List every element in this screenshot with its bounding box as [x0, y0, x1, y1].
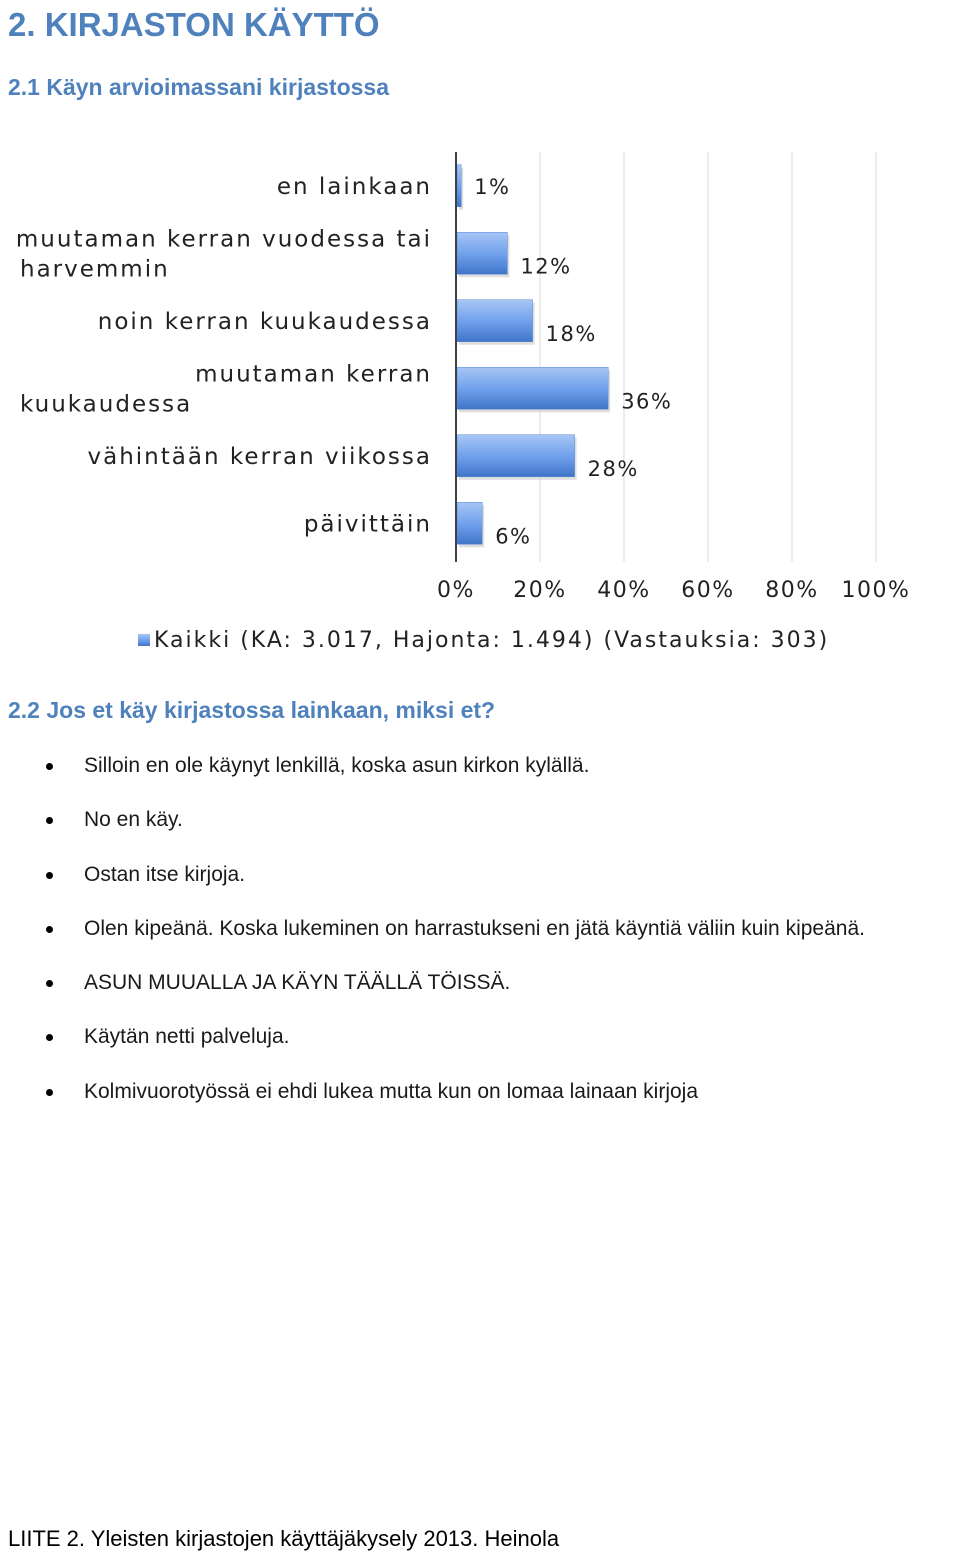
bullet-icon [46, 980, 53, 987]
list-item-text: No en käy. [84, 808, 183, 832]
category-label: muutaman kerran vuodessa tai [15, 226, 432, 253]
list-item [0, 1076, 865, 1130]
section-title-2-1: 2.1 Käyn arvioimassani kirjastossa [8, 74, 389, 100]
list-item-text: Silloin en ole käynyt lenkillä, koska asun kirkon kylällä. [84, 754, 590, 777]
category-label: kuukaudessa [20, 391, 193, 418]
x-tick-label: 20% [513, 578, 567, 603]
frequency-bar-chart [0, 140, 960, 670]
list-item-text: Olen kipeänä. Koska lukeminen on harrastukseni en jätä käyntiä väliin kuin kipeänä. [84, 916, 865, 940]
bullet-icon [46, 872, 53, 879]
bar [457, 367, 608, 409]
x-tick-label: 100% [841, 578, 911, 603]
bullet-icon [46, 1089, 53, 1096]
category-label: noin kerran kuukaudessa [97, 308, 432, 335]
x-tick-label: 40% [597, 578, 651, 603]
list-item [0, 804, 865, 858]
x-tick-label: 0% [437, 578, 475, 603]
legend-label: Kaikki (KA: 3.017, Hajonta: 1.494) (Vastauksia: 303) [154, 628, 830, 653]
list-item-text: Kolmivuorotyössä ei ehdi lukea mutta kun on lomaa lainaan kirjoja [84, 1079, 699, 1103]
list-item-text: Käytän netti palveluja. [84, 1025, 290, 1049]
bar-value-label: 6% [495, 524, 532, 549]
bar [457, 232, 507, 274]
page-footer: LIITE 2. Yleisten kirjastojen käyttäjäkysely 2013. Heinola [8, 1526, 560, 1551]
list-item [0, 913, 865, 967]
x-tick-label: 60% [681, 578, 735, 603]
bar [457, 435, 575, 477]
bar-value-label: 12% [520, 254, 572, 279]
bar-value-label: 28% [587, 456, 639, 481]
category-label: päivittäin [303, 511, 432, 538]
bar [457, 502, 482, 544]
bar-value-label: 36% [621, 389, 673, 414]
list-item-text: ASUN MUUALLA JA KÄYN TÄÄLLÄ TÖISSÄ. [84, 971, 511, 995]
page-heading: 2. KIRJASTON KÄYTTÖ [8, 6, 380, 43]
list-item [0, 859, 865, 913]
category-label: en lainkaan [276, 173, 432, 200]
list-item [0, 1021, 865, 1075]
reasons-list [0, 750, 865, 1130]
bullet-icon [46, 763, 53, 770]
bullet-icon [46, 1034, 53, 1041]
bar-value-label: 1% [474, 174, 511, 199]
bullet-icon [46, 926, 53, 933]
section-title-2-2: 2.2 Jos et käy kirjastossa lainkaan, miksi et? [8, 697, 496, 723]
bar [457, 165, 461, 207]
bullet-icon [46, 817, 53, 824]
category-label: vähintään kerran viikossa [87, 443, 432, 470]
legend-swatch [138, 634, 150, 646]
list-item [0, 967, 865, 1021]
category-label: harvemmin [20, 256, 170, 283]
category-label: muutaman kerran [195, 361, 432, 388]
bar-value-label: 18% [545, 321, 597, 346]
list-item [0, 750, 865, 804]
list-item-text: Ostan itse kirjoja. [84, 862, 246, 886]
bar [457, 300, 533, 342]
x-tick-label: 80% [765, 578, 819, 603]
